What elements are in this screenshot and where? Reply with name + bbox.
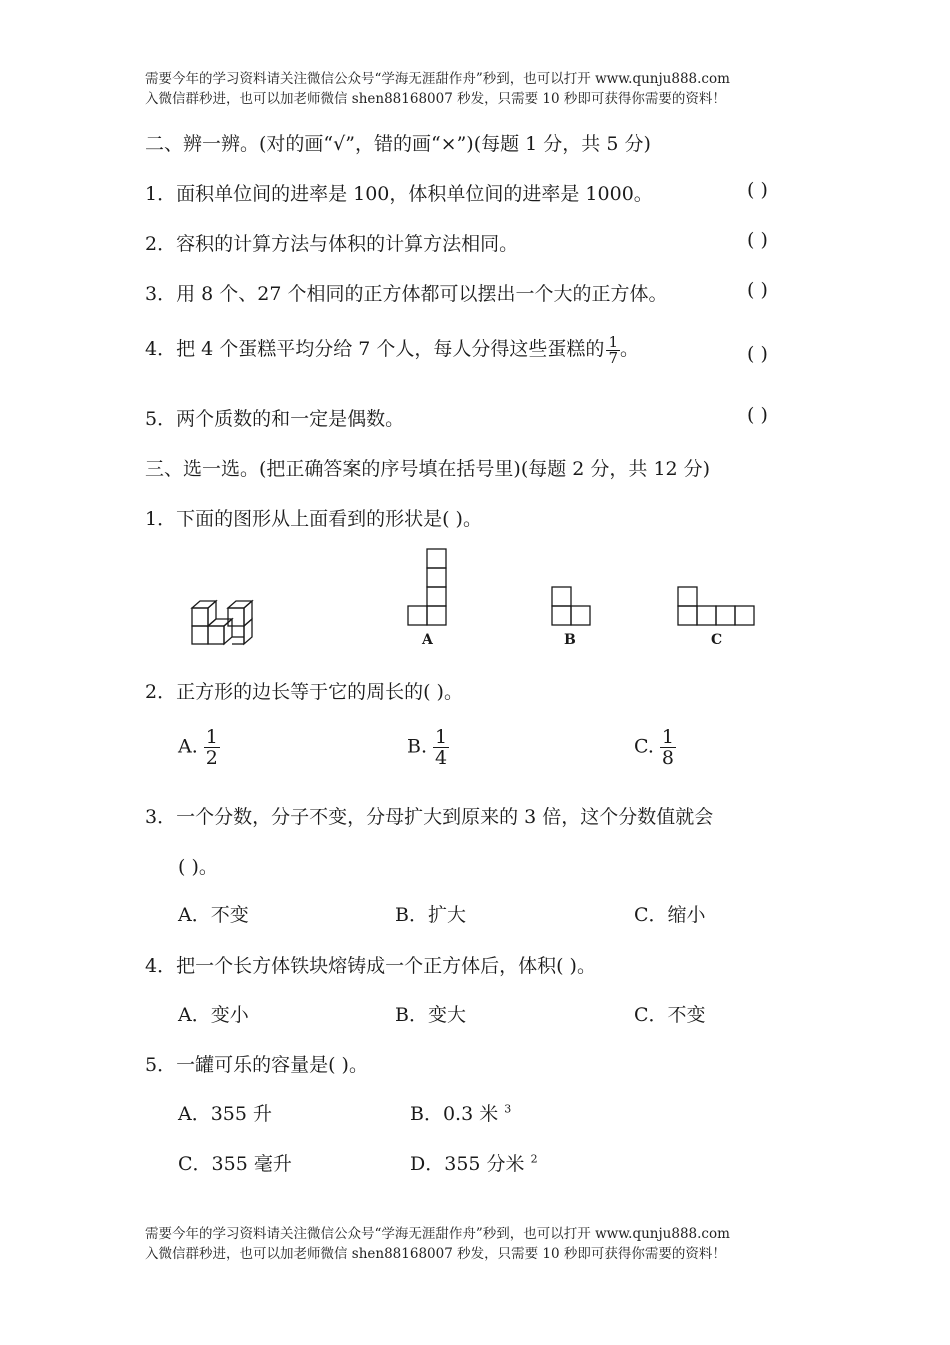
choice-q3-continuation: ( )。	[178, 856, 218, 878]
top-view-option-c-figure	[676, 586, 756, 626]
fraction-one-seventh	[606, 332, 620, 367]
judge-item-2: 2．容积的计算方法与体积的计算方法相同。	[145, 233, 519, 255]
answer-paren-3[interactable]: ( )	[747, 279, 768, 301]
q3-option-b[interactable]: B．扩大	[395, 904, 466, 926]
q2-option-a-fraction	[204, 727, 220, 768]
fraction-numerator: 1	[661, 726, 674, 748]
q4-option-c[interactable]: C．不变	[634, 1004, 706, 1026]
section2-title: 二、辨一辨。(对的画“√”，错的画“×”)(每题 1 分，共 5 分)	[145, 133, 651, 155]
judge-item-4-text: 4．把 4 个蛋糕平均分给 7 个人，每人分得这些蛋糕的	[145, 338, 605, 360]
q2-option-a-letter: A.	[178, 735, 198, 758]
choice-q4: 4．把一个长方体铁块熔铸成一个正方体后，体积( )。	[145, 955, 596, 977]
fraction-numerator: 1	[608, 332, 618, 351]
option-b-label: B	[564, 632, 576, 648]
judge-item-4	[145, 334, 639, 366]
q2-option-a[interactable]	[178, 727, 220, 768]
q5-option-a[interactable]: A．355 升	[178, 1103, 273, 1125]
judge-item-3: 3．用 8 个、27 个相同的正方体都可以摆出一个大的正方体。	[145, 283, 668, 305]
q3-option-c[interactable]: C．缩小	[634, 904, 706, 926]
choice-q2: 2．正方形的边长等于它的周长的( )。	[145, 681, 463, 703]
header-line-2: 入微信群秒进，也可以加老师微信 shen88168007 秒发，只需要 10 秒即可获得你需要的资料！	[145, 91, 726, 107]
fraction-denominator: 4	[435, 747, 448, 769]
choice-q5: 5．一罐可乐的容量是( )。	[145, 1054, 368, 1076]
header-line-1: 需要今年的学习资料请关注微信公众号“学海无涯甜作舟”秒到，也可以打开 www.qunju888.com	[145, 71, 730, 87]
q5-option-d-text: D．355 分米	[410, 1153, 525, 1175]
top-view-option-a-figure	[406, 548, 448, 628]
choice-q1: 1．下面的图形从上面看到的形状是( )。	[145, 508, 482, 530]
q4-option-a[interactable]: A．变小	[178, 1004, 249, 1026]
cubic-exponent: 3	[504, 1102, 512, 1116]
judge-item-5: 5．两个质数的和一定是偶数。	[145, 408, 405, 430]
q5-option-d[interactable]	[410, 1149, 538, 1176]
answer-paren-2[interactable]: ( )	[747, 229, 768, 251]
top-view-option-b-figure	[550, 586, 592, 626]
fraction-numerator: 1	[435, 726, 448, 748]
q2-option-b-letter: B.	[407, 735, 428, 758]
q2-option-c-letter: C.	[634, 735, 654, 758]
footer-line-2: 入微信群秒进，也可以加老师微信 shen88168007 秒发，只需要 10 秒即可获得你需要的资料！	[145, 1246, 726, 1262]
square-exponent: 2	[530, 1152, 538, 1166]
fraction-denominator: 2	[205, 747, 218, 769]
answer-paren-4[interactable]: ( )	[747, 343, 768, 365]
option-c-label: C	[711, 632, 723, 648]
q2-option-b-fraction	[433, 727, 449, 768]
q2-option-b[interactable]	[407, 727, 449, 768]
q2-option-c-fraction	[660, 727, 676, 768]
judge-item-1: 1．面积单位间的进率是 100，体积单位间的进率是 1000。	[145, 183, 653, 205]
fraction-numerator: 1	[205, 726, 218, 748]
q4-option-b[interactable]: B．变大	[395, 1004, 466, 1026]
judge-item-4-tail: 。	[619, 338, 639, 360]
fraction-denominator: 7	[608, 348, 618, 367]
q5-option-b-text: B．0.3 米	[410, 1103, 499, 1125]
q2-option-c[interactable]	[634, 727, 676, 768]
cube-stack-figure	[188, 596, 260, 648]
choice-q3: 3．一个分数，分子不变，分母扩大到原来的 3 倍，这个分数值就会	[145, 806, 714, 828]
q5-option-c[interactable]: C．355 毫升	[178, 1153, 292, 1175]
section3-title: 三、选一选。(把正确答案的序号填在括号里)(每题 2 分，共 12 分)	[145, 458, 711, 480]
option-a-label: A	[422, 632, 433, 648]
answer-paren-5[interactable]: ( )	[747, 404, 768, 426]
fraction-denominator: 8	[661, 747, 674, 769]
footer-line-1: 需要今年的学习资料请关注微信公众号“学海无涯甜作舟”秒到，也可以打开 www.qunju888.com	[145, 1226, 730, 1242]
answer-paren-1[interactable]: ( )	[747, 179, 768, 201]
q3-option-a[interactable]: A．不变	[178, 904, 249, 926]
q5-option-b[interactable]	[410, 1099, 511, 1126]
